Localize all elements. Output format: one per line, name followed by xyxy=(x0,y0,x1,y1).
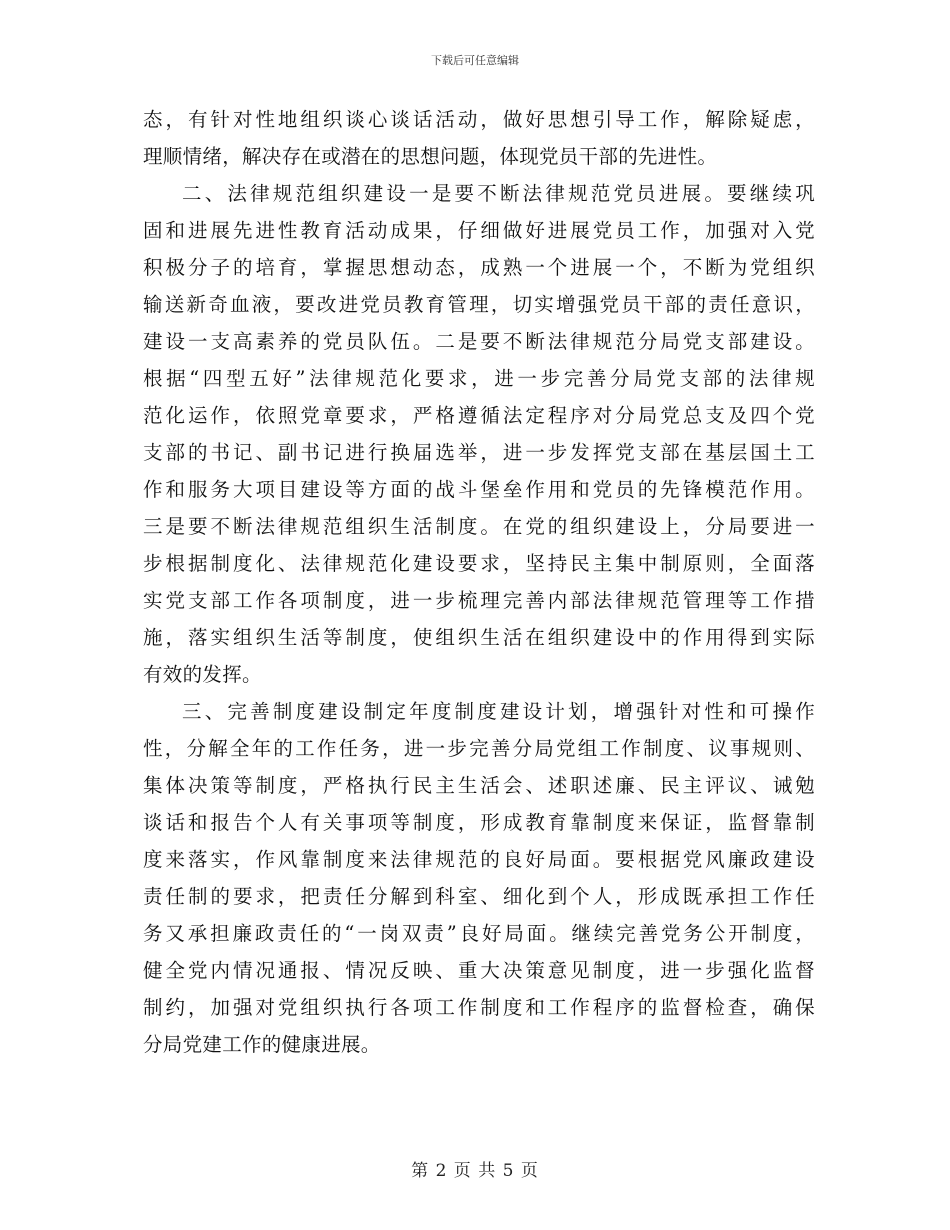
text-line: 度来落实，作风靠制度来法律规范的良好局面。要根据党风廉政建设 xyxy=(143,848,815,871)
text-line: 支部的书记、副书记进行换届选举，进一步发挥党支部在基层国土工 xyxy=(143,441,815,464)
text-line: 步根据制度化、法律规范化建设要求，坚持民主集中制原则，全面落 xyxy=(143,552,815,575)
text-line: 三、完善制度建设制定年度制度建设计划，增强针对性和可操作 xyxy=(182,700,815,723)
text-line: 积极分子的培育，掌握思想动态，成熟一个进展一个，不断为党组织 xyxy=(143,256,815,279)
text-line: 根据“四型五好”法律规范化要求，进一步完善分局党支部的法律规 xyxy=(143,367,815,390)
page-header: 下载后可任意编辑 xyxy=(431,54,519,67)
text-line: 责任制的要求，把责任分解到科室、细化到个人，形成既承担工作任 xyxy=(143,885,815,908)
text-line: 三是要不断法律规范组织生活制度。在党的组织建设上，分局要进一 xyxy=(143,515,815,538)
text-line: 性，分解全年的工作任务，进一步完善分局党组工作制度、议事规则、 xyxy=(143,737,815,760)
text-line: 建设一支高素养的党员队伍。二是要不断法律规范分局党支部建设。 xyxy=(143,330,815,353)
text-line: 二、法律规范组织建设一是要不断法律规范党员进展。要继续巩 xyxy=(182,182,815,205)
text-line: 范化运作，依照党章要求，严格遵循法定程序对分局党总支及四个党 xyxy=(143,404,815,427)
text-line: 施，落实组织生活等制度，使组织生活在组织建设中的作用得到实际 xyxy=(143,626,815,649)
text-line: 作和服务大项目建设等方面的战斗堡垒作用和党员的先锋模范作用。 xyxy=(143,478,815,501)
text-line: 集体决策等制度，严格执行民主生活会、述职述廉、民主评议、诫勉 xyxy=(143,774,815,797)
text-line: 谈话和报告个人有关事项等制度，形成教育靠制度来保证，监督靠制 xyxy=(143,811,815,834)
document-body xyxy=(143,101,815,1063)
text-line: 分局党建工作的健康进展。 xyxy=(143,1033,381,1056)
text-line: 态，有针对性地组织谈心谈话活动，做好思想引导工作，解除疑虑， xyxy=(143,108,815,131)
text-line: 健全党内情况通报、情况反映、重大决策意见制度，进一步强化监督 xyxy=(143,959,815,982)
text-line: 固和进展先进性教育活动成果，仔细做好进展党员工作，加强对入党 xyxy=(143,219,815,242)
text-line: 输送新奇血液，要改进党员教育管理，切实增强党员干部的责任意识， xyxy=(143,293,815,316)
page-number: 第 2 页 共 5 页 xyxy=(411,1161,539,1181)
text-line: 实党支部工作各项制度，进一步梳理完善内部法律规范管理等工作措 xyxy=(143,589,815,612)
text-line: 制约，加强对党组织执行各项工作制度和工作程序的监督检查，确保 xyxy=(143,996,815,1019)
text-line: 理顺情绪，解决存在或潜在的思想问题，体现党员干部的先进性。 xyxy=(143,145,718,168)
text-line: 务又承担廉政责任的“一岗双责”良好局面。继续完善党务公开制度， xyxy=(143,922,815,945)
text-line: 有效的发挥。 xyxy=(143,663,262,686)
